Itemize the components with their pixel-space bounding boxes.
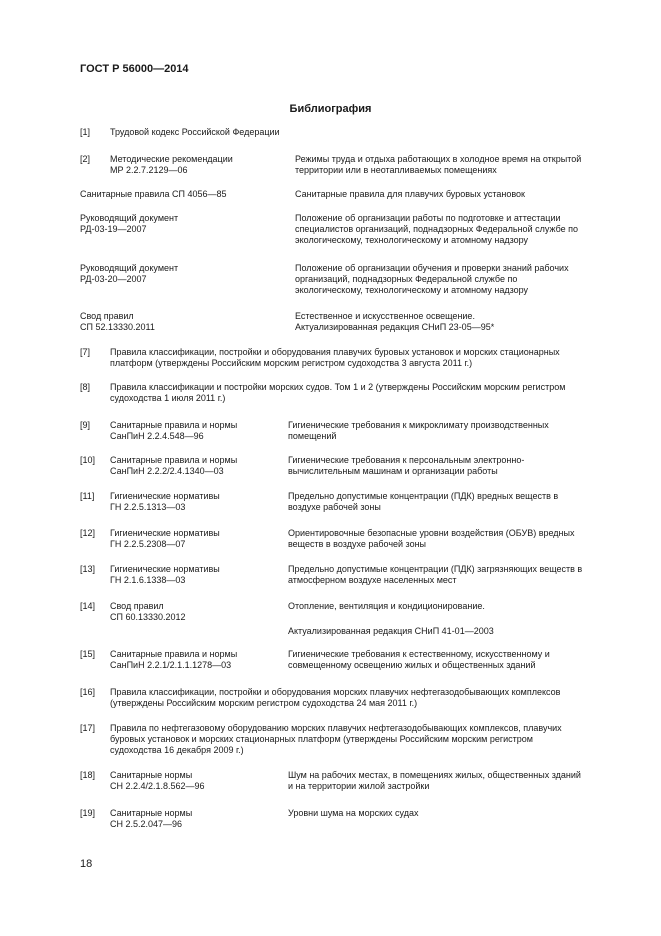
- entry-source-line: Санитарные нормы: [110, 808, 193, 818]
- entry-number: [7]: [80, 347, 91, 357]
- entry-source-line: СП 60.13330.2012: [110, 612, 186, 623]
- entry-description-line: экологическому, технологическому и атомному надзору: [295, 235, 529, 246]
- entry-source-line: ГН 2.2.5.1313—03: [110, 502, 186, 513]
- entry-description-line: экологическому, технологическому и атомному надзору: [295, 285, 529, 296]
- entry-description-line: Отопление, вентиляция и кондиционирование.: [288, 601, 485, 611]
- entry-source-line: Руководящий документ: [80, 213, 179, 223]
- entry-description: [295, 263, 612, 297]
- entry-source-line: СН 2.5.2.047—96: [110, 819, 183, 830]
- entry-source-line: Гигиенические нормативы: [110, 528, 220, 538]
- entry-source: [110, 528, 285, 550]
- entry-source-line: СанПиН 2.2.4.548—96: [110, 431, 204, 442]
- entry-description-line: Предельно допустимые концентрации (ПДК) загрязняющих веществ в: [288, 564, 583, 574]
- entry-description-line: Гигиенические требования к естественному, искусственному и: [288, 649, 550, 659]
- entry-source: [110, 808, 285, 830]
- entry-number: [13]: [80, 564, 96, 574]
- entry-number: [14]: [80, 601, 96, 611]
- entry-number: [17]: [80, 723, 96, 733]
- entry-text-line: (утверждены Российским морским регистром судоходства 24 мая 2011 г.): [110, 698, 418, 709]
- entry-description-line: организаций, поднадзорных Федеральной службе по: [295, 274, 518, 285]
- entry-source: [110, 154, 285, 176]
- entry-text-line: судоходства 1 июля 2011 г.): [110, 393, 226, 404]
- entry-source-line: Санитарные нормы: [110, 770, 193, 780]
- page-number: 18: [80, 858, 93, 870]
- entry-source-line: СН 2.2.4/2.1.8.562—96: [110, 781, 205, 792]
- entry-text: [110, 687, 612, 709]
- entry-source: [110, 491, 285, 513]
- entry-description: [295, 189, 612, 200]
- document-header-standard: ГОСТ Р 56000—2014: [80, 63, 189, 75]
- entry-description: [288, 649, 612, 671]
- entry-source-line: СП 52.13330.2011: [80, 322, 155, 333]
- entry-text-line: Правила по нефтегазовому оборудованию морских плавучих нефтегазодобывающих комплексов, плавучих: [110, 723, 562, 733]
- entry-source-line: СанПиН 2.2.1/2.1.1.1278—03: [110, 660, 232, 671]
- entry-description: [288, 420, 612, 442]
- entry-source-line: Руководящий документ: [80, 263, 179, 273]
- entry-description-line: атмосферном воздухе населенных мест: [288, 575, 457, 586]
- entry-source-line: ГН 2.1.6.1338—03: [110, 575, 186, 586]
- entry-source: [80, 263, 255, 285]
- entry-description: [288, 601, 612, 612]
- entry-source-line: Санитарные правила и нормы: [110, 420, 238, 430]
- entry-source-line: Гигиенические нормативы: [110, 564, 220, 574]
- section-title: Библиография: [289, 103, 372, 115]
- entry-text-line: буровых установок и морских стационарных платформ (утверждены Российским морским регистром: [110, 734, 533, 745]
- entry-text-line: Правила классификации, постройки и оборудования плавучих буровых установок и морских стационарных: [110, 347, 560, 357]
- entry-description-line: Гигиенические требования к микроклимату производственных: [288, 420, 549, 430]
- entry-source: [80, 189, 255, 200]
- entry-description-line: Санитарные правила для плавучих буровых установок: [295, 189, 525, 199]
- entry-number: [9]: [80, 420, 91, 430]
- entry-source-line: Гигиенические нормативы: [110, 491, 220, 501]
- entry-text-line: судоходства 16 декабря 2009 г.): [110, 745, 244, 756]
- entry-text: [110, 723, 612, 757]
- entry-description-line: и на территории жилой застройки: [288, 781, 430, 792]
- entry-description-line: Положение об организации работы по подготовке и аттестации: [295, 213, 561, 223]
- entry-source-line: Санитарные правила и нормы: [110, 649, 238, 659]
- entry-description-line: территории или в неотапливаемых помещениях: [295, 165, 497, 176]
- entry-number: [11]: [80, 491, 95, 501]
- entry-source-line: МР 2.2.7.2129—06: [110, 165, 188, 176]
- entry-text: Трудовой кодекс Российской Федерации: [110, 127, 280, 137]
- entry-text: [110, 347, 612, 369]
- entry-description: [288, 808, 612, 819]
- entry-source-line: Свод правил: [110, 601, 164, 611]
- entry-description-line: Естественное и искусственное освещение.: [295, 311, 475, 321]
- entry-description: [288, 491, 612, 513]
- entry-source: [110, 649, 285, 671]
- entry-number: [16]: [80, 687, 96, 697]
- entry-description-line: вычислительным машинам и организации работы: [288, 466, 498, 477]
- entry-description-line: Шум на рабочих местах, в помещениях жилых, общественных зданий: [288, 770, 581, 780]
- entry-text-line: Правила классификации, постройки и оборудования морских плавучих нефтегазодобывающих комплексов: [110, 687, 561, 697]
- entry-number: [2]: [80, 154, 91, 164]
- entry-source: [110, 770, 285, 792]
- entry-description-line: Режимы труда и отдыха работающих в холодное время на открытой: [295, 154, 582, 164]
- entry-description-line: Актуализированная редакция СНиП 23-05—95*: [295, 322, 495, 333]
- entry-number: [19]: [80, 808, 96, 818]
- entry-number: [12]: [80, 528, 96, 538]
- entry-description-line: Уровни шума на морских судах: [288, 808, 419, 818]
- entry-description-line: помещений: [288, 431, 337, 442]
- entry-description-line: Гигиенические требования к персональным электронно-: [288, 455, 525, 465]
- entry-text-line: платформ (утверждены Российским морским регистром судоходства 3 августа 2011 г.): [110, 358, 473, 369]
- entry-description: [288, 564, 612, 586]
- entry-source: [110, 564, 285, 586]
- entry-source-line: РД-03-20—2007: [80, 274, 147, 285]
- entry-source-line: ГН 2.2.5.2308—07: [110, 539, 186, 550]
- entry-number: [8]: [80, 382, 91, 392]
- entry-source-line: СанПиН 2.2.2/2.4.1340—03: [110, 466, 224, 477]
- entry-description-line: Положение об организации обучения и проверки знаний рабочих: [295, 263, 569, 273]
- entry-description-line: Предельно допустимые концентрации (ПДК) вредных веществ в: [288, 491, 559, 501]
- entry-description-line: воздухе рабочей зоны: [288, 502, 381, 513]
- entry-description-line: специалистов организаций, поднадзорных Федеральной службе по: [295, 224, 579, 235]
- entry-source: [110, 601, 285, 623]
- entry-description-extra: Актуализированная редакция СНиП 41-01—2003: [288, 626, 494, 636]
- entry-number: [18]: [80, 770, 96, 780]
- entry-description-line: Ориентировочные безопасные уровни воздействия (ОБУВ) вредных: [288, 528, 575, 538]
- entry-source: [110, 455, 285, 477]
- entry-description-line: веществ в воздухе рабочей зоны: [288, 539, 427, 550]
- entry-text-line: Правила классификации и постройки морских судов. Том 1 и 2 (утверждены Российским морским регистром: [110, 382, 566, 392]
- entry-source-line: РД-03-19—2007: [80, 224, 147, 235]
- entry-description: [288, 455, 612, 477]
- entry-description: [288, 770, 612, 792]
- entry-source-line: Санитарные правила и нормы: [110, 455, 238, 465]
- entry-description: [295, 213, 612, 247]
- entry-source-line: Санитарные правила СП 4056—85: [80, 189, 227, 199]
- entry-description: [295, 311, 612, 333]
- entry-source: [80, 213, 255, 235]
- entry-number: [1]: [80, 127, 91, 137]
- entry-text: [110, 382, 612, 404]
- entry-source: [80, 311, 255, 333]
- entry-description-line: совмещенному освещению жилых и общественных зданий: [288, 660, 536, 671]
- entry-number: [15]: [80, 649, 96, 659]
- entry-source-line: Свод правил: [80, 311, 134, 321]
- entry-description: [288, 528, 612, 550]
- entry-source: [110, 420, 285, 442]
- entry-source-line: Методические рекомендации: [110, 154, 233, 164]
- entry-description: [295, 154, 612, 176]
- entry-number: [10]: [80, 455, 96, 465]
